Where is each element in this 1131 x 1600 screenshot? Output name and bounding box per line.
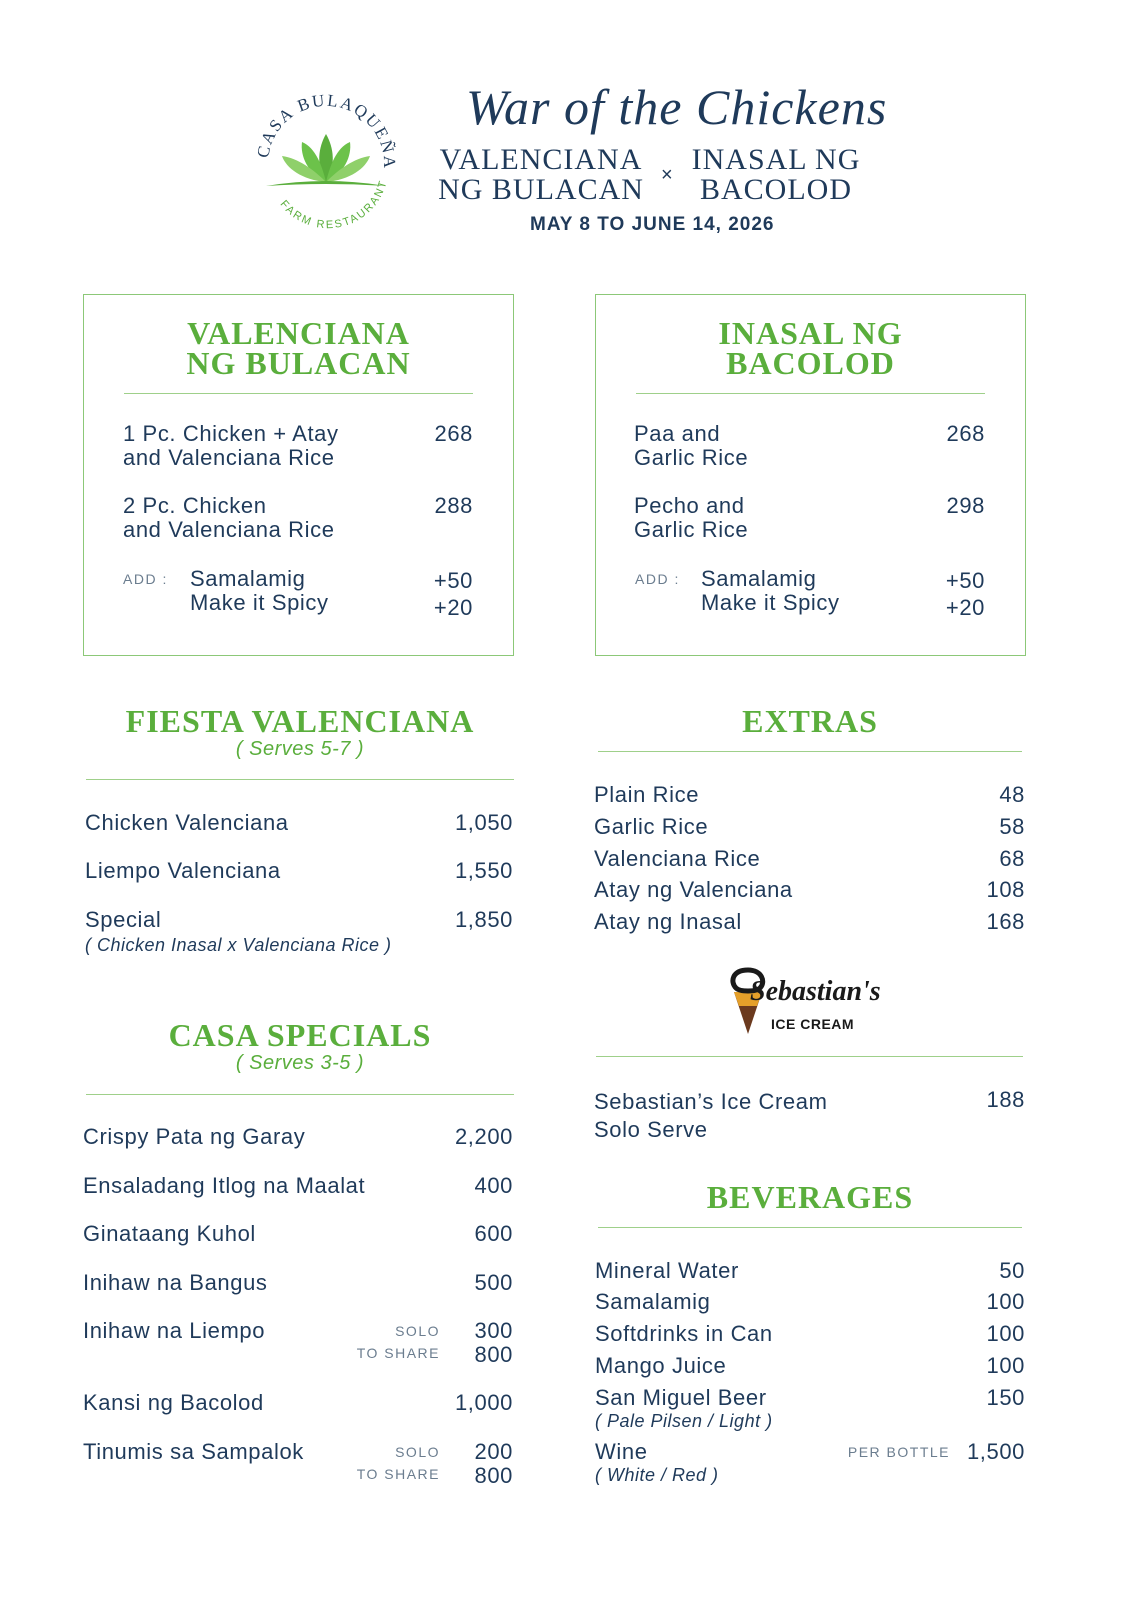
menu-item-price: 1,000	[454, 1390, 513, 1415]
sebastians-logo-script: Sebastian's	[750, 976, 881, 1007]
menu-item-price: 150	[986, 1385, 1025, 1410]
addon-price: +50	[433, 568, 473, 593]
menu-item-price: 100	[986, 1353, 1025, 1378]
menu-item-name: Garlic Rice	[634, 517, 749, 542]
menu-item-name: Ensaladang Itlog na Maalat	[83, 1173, 366, 1198]
divider	[86, 779, 514, 780]
divider	[598, 1227, 1022, 1228]
menu-item-note: ( Pale Pilsen / Light )	[595, 1411, 773, 1431]
menu-item-name: Samalamig	[595, 1289, 711, 1314]
menu-item-name: Valenciana Rice	[594, 846, 761, 871]
menu-item-name: Garlic Rice	[634, 445, 749, 470]
divider	[596, 1056, 1023, 1057]
sebastians-logo	[728, 966, 898, 1038]
menu-item-price: 188	[986, 1087, 1025, 1112]
menu-item-name: Crispy Pata ng Garay	[83, 1124, 306, 1149]
menu-item-price: 1,550	[454, 858, 513, 883]
addon-prices	[393, 567, 473, 621]
menu-item-name: Atay ng Valenciana	[594, 877, 793, 902]
menu-item-name: Softdrinks in Can	[595, 1321, 773, 1346]
menu-item-price: 1,050	[454, 810, 513, 835]
svg-text:FARM RESTAURANT	[278, 178, 390, 231]
logo-text-bottom: FARM RESTAURANT	[277, 178, 390, 232]
valenciana-box-title-line2: NG BULACAN	[186, 345, 411, 381]
header-left-title-line1: VALENCIANA	[439, 143, 643, 176]
menu-item-name: and Valenciana Rice	[123, 445, 335, 470]
restaurant-logo	[246, 82, 406, 242]
addon-price: +50	[945, 568, 985, 593]
menu-item-name: Kansi ng Bacolod	[83, 1390, 264, 1415]
solo-label: SOLO	[395, 1444, 440, 1460]
menu-item-name: Sebastian’s Ice Cream	[594, 1089, 828, 1114]
casa-serves: ( Serves 3-5 )	[235, 1052, 365, 1074]
sebastians-logo-sub: ICE CREAM	[771, 1016, 855, 1032]
menu-item-name: Mineral Water	[595, 1258, 739, 1283]
addon-name: Make it Spicy	[701, 590, 840, 615]
menu-item-name: Atay ng Inasal	[594, 909, 742, 934]
divider	[86, 1094, 514, 1095]
menu-item-name: Special	[85, 907, 162, 932]
menu-item	[634, 422, 748, 470]
menu-item-price: 168	[986, 909, 1025, 934]
casa-title: CASA SPECIALS	[168, 1017, 432, 1053]
fiesta-title: FIESTA VALENCIANA	[125, 703, 475, 739]
promo-dates: MAY 8 TO JUNE 14, 2026	[530, 214, 775, 235]
menu-item-name: Wine	[595, 1439, 648, 1464]
divider	[124, 393, 473, 394]
header-right-title	[686, 145, 866, 205]
menu-item	[123, 494, 335, 542]
versus-mark: ×	[661, 164, 673, 186]
menu-item-price: 600	[474, 1221, 513, 1246]
menu-item-price: 68	[999, 846, 1025, 871]
menu-item	[594, 1088, 828, 1144]
menu-item-name: Tinumis sa Sampalok	[83, 1439, 304, 1464]
menu-item-price: 50	[999, 1258, 1025, 1283]
menu-item-note: ( White / Red )	[595, 1465, 719, 1485]
share-label: TO SHARE	[356, 1345, 440, 1361]
addon-list	[701, 567, 840, 615]
menu-item-price: 288	[434, 493, 473, 518]
menu-item-price: 268	[946, 421, 985, 446]
menu-item-name: Pecho and	[634, 493, 745, 518]
addon-list	[190, 567, 329, 615]
menu-item-price: 108	[986, 877, 1025, 902]
addon-price: +20	[945, 595, 985, 620]
menu-item-price: 1,500	[966, 1439, 1025, 1464]
menu-item-name: 1 Pc. Chicken + Atay	[123, 421, 339, 446]
menu-item-name: Mango Juice	[595, 1353, 727, 1378]
menu-item-name: Liempo Valenciana	[85, 858, 281, 883]
header-left-title	[430, 145, 652, 205]
addon-prices	[905, 567, 985, 621]
menu-item-name: Ginataang Kuhol	[83, 1221, 256, 1246]
add-label: ADD :	[123, 571, 168, 587]
menu-item-price: 58	[999, 814, 1025, 839]
logo-text-top: CASA BULAQUEÑA	[253, 90, 400, 171]
share-label: TO SHARE	[356, 1466, 440, 1482]
header-right-title-line1: INASAL NG	[691, 143, 861, 176]
addon-name: Samalamig	[190, 566, 306, 591]
share-price: 800	[474, 1342, 513, 1367]
menu-item-price: 2,200	[454, 1124, 513, 1149]
solo-price: 200	[474, 1439, 513, 1464]
beverages-title: BEVERAGES	[706, 1179, 914, 1215]
extras-title: EXTRAS	[742, 703, 878, 739]
header-left-title-line2: NG BULACAN	[438, 173, 644, 206]
solo-label: SOLO	[395, 1323, 440, 1339]
menu-item-name: Chicken Valenciana	[85, 810, 289, 835]
menu-item-price: 48	[999, 782, 1025, 807]
menu-item-name: Inihaw na Bangus	[83, 1270, 268, 1295]
menu-item-name: Plain Rice	[594, 782, 700, 807]
menu-item-name: and Valenciana Rice	[123, 517, 335, 542]
menu-item-name: Paa and	[634, 421, 721, 446]
script-title: War of the Chickens	[466, 79, 888, 135]
menu-item-name: Solo Serve	[594, 1117, 708, 1142]
fiesta-serves: ( Serves 5-7 )	[235, 738, 365, 760]
menu-item	[123, 422, 339, 470]
inasal-box-title-line1: INASAL NG	[718, 315, 903, 351]
menu-item-price: 400	[474, 1173, 513, 1198]
menu-item-note: ( Chicken Inasal x Valenciana Rice )	[85, 935, 392, 955]
menu-item-price: 298	[946, 493, 985, 518]
menu-item-name: San Miguel Beer	[595, 1385, 767, 1410]
lotus-icon	[246, 82, 406, 242]
menu-item	[634, 494, 748, 542]
header-right-title-line2: BACOLOD	[699, 173, 852, 206]
share-price: 800	[474, 1463, 513, 1488]
menu-item-price: 1,850	[454, 907, 513, 932]
solo-price: 300	[474, 1318, 513, 1343]
menu-item-name: 2 Pc. Chicken	[123, 493, 267, 518]
menu-item-name: Garlic Rice	[594, 814, 709, 839]
inasal-box-title-line2: BACOLOD	[726, 345, 895, 381]
menu-item-price: 268	[434, 421, 473, 446]
menu-item-price: 500	[474, 1270, 513, 1295]
divider	[636, 393, 985, 394]
menu-item-name: Inihaw na Liempo	[83, 1318, 266, 1343]
divider	[598, 751, 1022, 752]
addon-name: Samalamig	[701, 566, 817, 591]
valenciana-box-title-line1: VALENCIANA	[187, 315, 410, 351]
addon-name: Make it Spicy	[190, 590, 329, 615]
addon-price: +20	[433, 595, 473, 620]
add-label: ADD :	[635, 571, 680, 587]
inasal-box-title	[595, 315, 1026, 381]
valenciana-box-title	[83, 315, 514, 381]
per-bottle-label: PER BOTTLE	[847, 1444, 950, 1460]
menu-item-price: 100	[986, 1289, 1025, 1314]
menu-item-price: 100	[986, 1321, 1025, 1346]
